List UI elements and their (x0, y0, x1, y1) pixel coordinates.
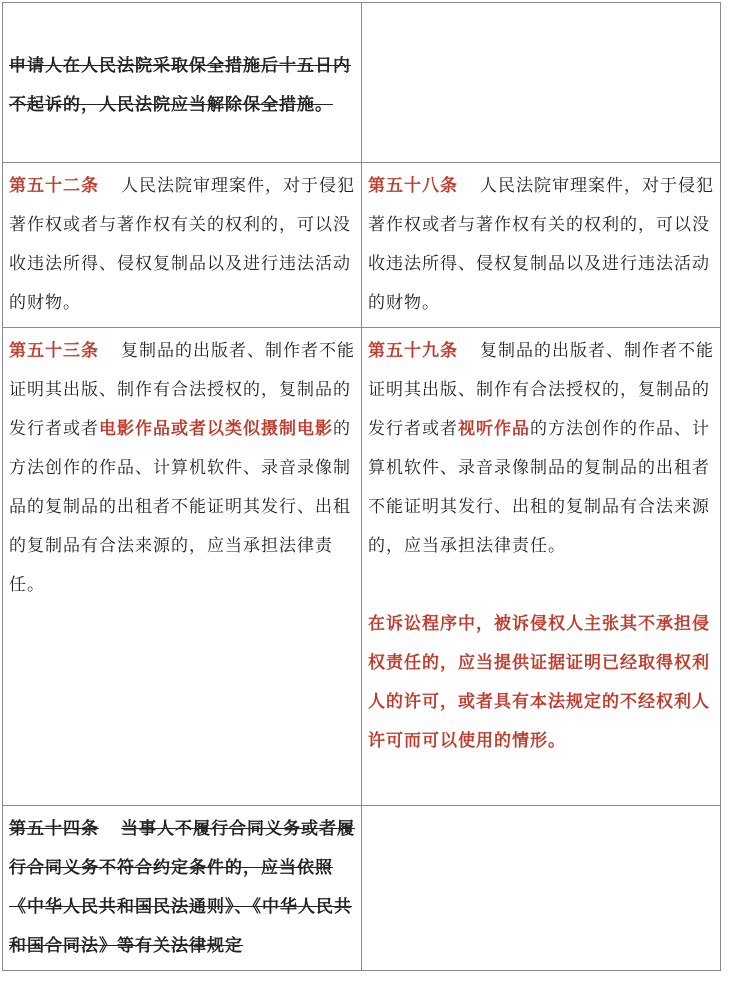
table-row (3, 328, 721, 806)
table-row (3, 806, 721, 971)
table-row (3, 3, 721, 163)
new-law-cell (362, 163, 721, 328)
article-text: 复制品的出版者、制作者不能证明其出版、制作有合法授权的，复制品的发行者或者 (9, 341, 355, 439)
article-text: 的方法创作的作品、计算机软件、录音录像制品的复制品的出租者不能证明其发行、出租的复制品有合法来源的，应当承担法律责任。 (368, 419, 710, 556)
added-paragraph: 在诉讼程序中，被诉侵权人主张其不承担侵权责任的，应当提供证据证明已经取得权利人的许可，或者具有本法规定的不经权利人许可而可以使用的情形。 (368, 614, 710, 751)
article-number: 第五十八条 (368, 176, 458, 196)
changed-text: 视听作品 (458, 419, 530, 439)
old-law-cell (3, 806, 362, 971)
law-comparison-table (2, 2, 721, 971)
old-law-cell (3, 163, 362, 328)
article-text: 人民法院审理案件，对于侵犯著作权或者与著作权有关的权利的，可以没收违法所得、侵权复制品以及进行违法活动的财物。 (9, 176, 355, 313)
deleted-text: 申请人在人民法院采取保全措施后十五日内不起诉的，人民法院应当解除保全措施。 (9, 56, 351, 115)
old-law-cell (3, 3, 362, 163)
table-row (3, 163, 721, 328)
new-law-cell (362, 328, 721, 806)
old-law-cell (3, 328, 362, 806)
article-number: 第五十二条 (9, 176, 99, 196)
deleted-article-number: 第五十四条 (9, 819, 99, 839)
article-number: 第五十九条 (368, 341, 458, 361)
new-law-cell (362, 806, 721, 971)
article-text: 复制品的出版者、制作者不能证明其出版、制作有合法授权的，复制品的发行者或者 (368, 341, 714, 439)
article-text: 的方法创作的作品、计算机软件、录音录像制品的复制品的出租者不能证明其发行、出租的复制品有合法来源的，应当承担法律责任。 (9, 419, 351, 595)
article-text: 人民法院审理案件，对于侵犯著作权或者与著作权有关的权利的，可以没收违法所得、侵权复制品以及进行违法活动的财物。 (368, 176, 714, 313)
deleted-text: 当事人不履行合同义务或者履行合同义务不符合约定条件的，应当依照《中华人民共和国民法通则》、《中华人民共和国合同法》等有关法律规定 (9, 819, 355, 956)
new-law-cell (362, 3, 721, 163)
changed-text: 电影作品或者以类似摄制电影 (99, 419, 333, 439)
article-number: 第五十三条 (9, 341, 99, 361)
